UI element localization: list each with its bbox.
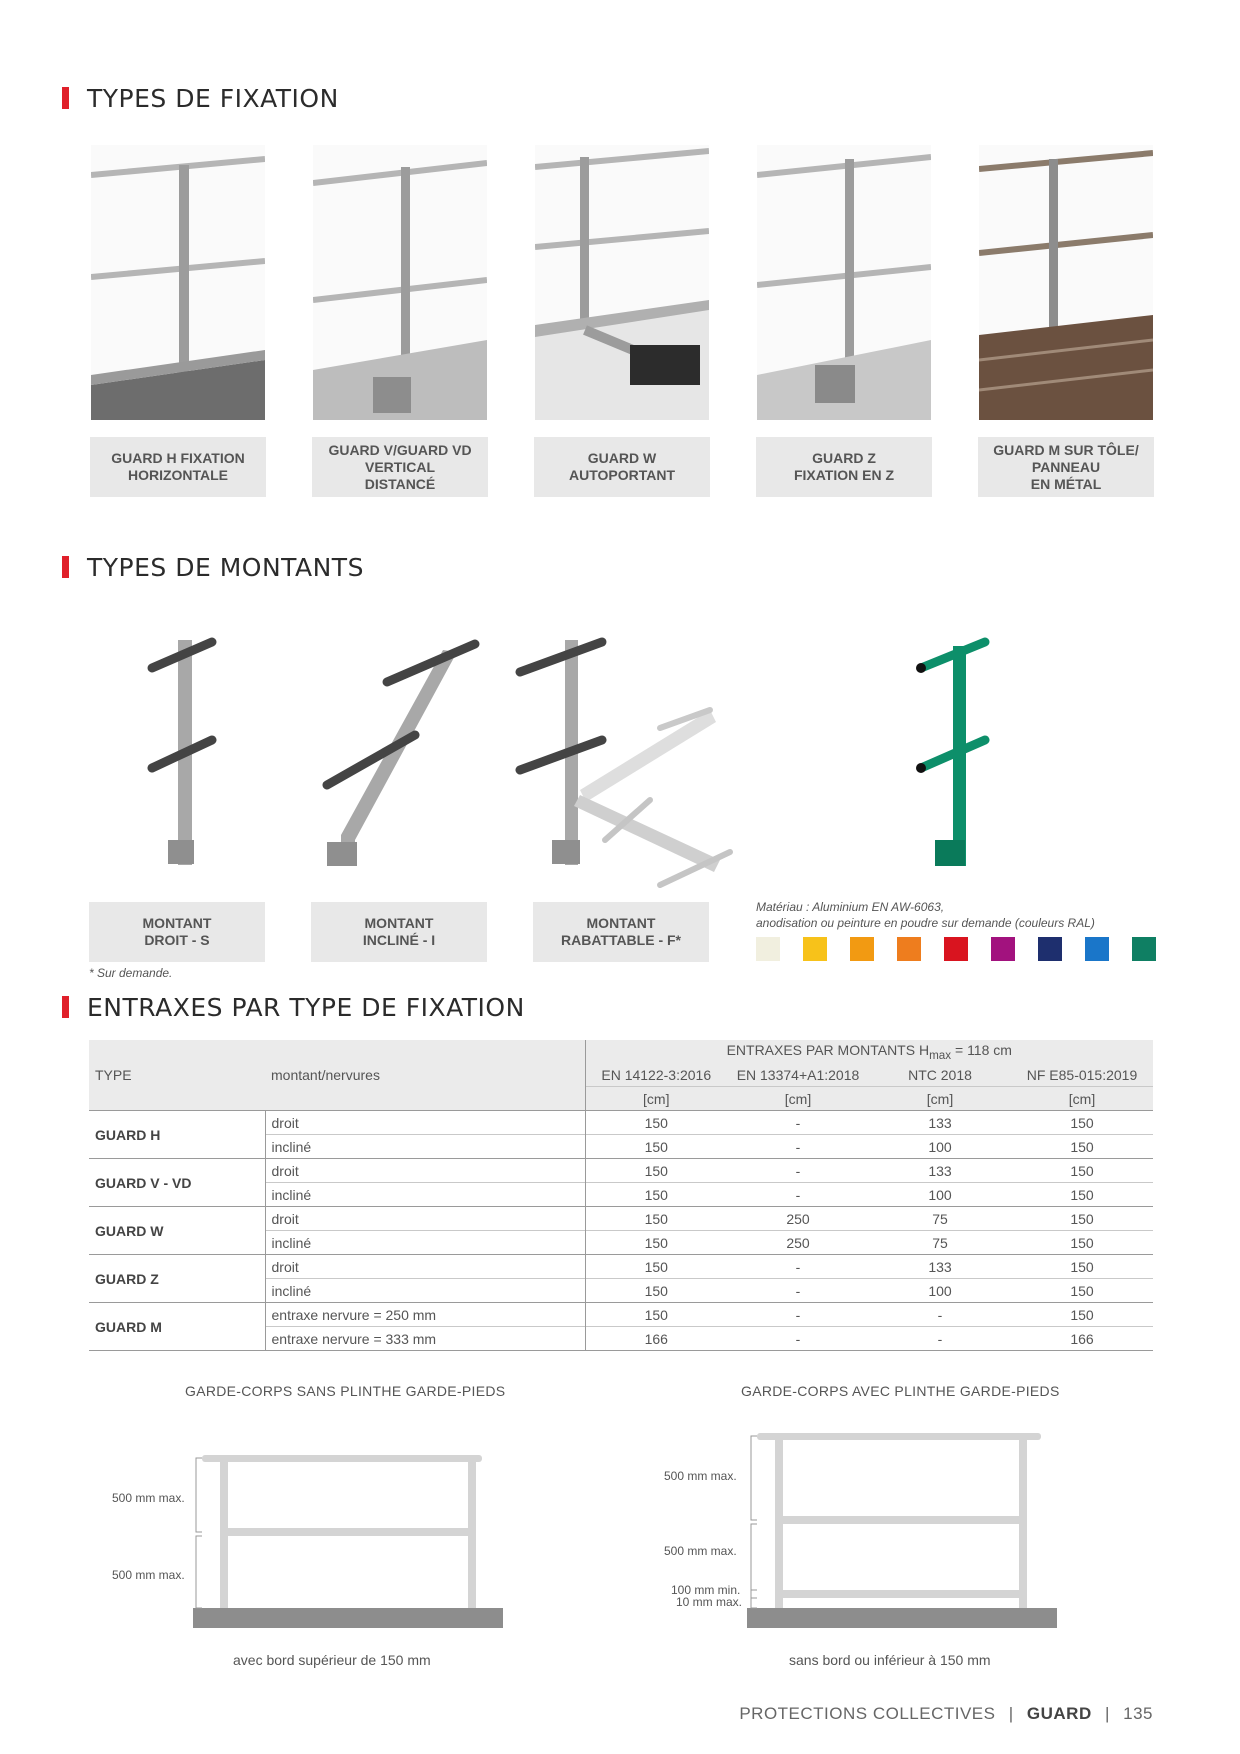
montant-label-incline [311,902,487,962]
row-value: 250 [727,1207,869,1231]
row-montant: incliné [265,1279,585,1303]
row-value: 75 [869,1207,1011,1231]
row-value: 100 [869,1279,1011,1303]
row-value: 133 [869,1111,1011,1135]
row-value: 75 [869,1231,1011,1255]
diagram-right-dim-1: 500 mm max. [664,1469,737,1483]
row-value: 150 [1011,1231,1153,1255]
footer-brand: GUARD [1026,1704,1092,1723]
sur-demande-note: * Sur demande. [89,966,173,980]
row-value: - [727,1255,869,1279]
title-accent-bar [62,996,69,1018]
ral-color-swatch [991,937,1015,961]
section-title-fixation [62,84,339,113]
row-value: - [869,1327,1011,1351]
table-header-row [89,1087,1153,1111]
montant-label-text: MONTANT RABATTABLE - F* [560,915,682,948]
fixation-label-text: GUARD H FIXATION HORIZONTALE [111,450,245,483]
diagram-right-dim-2: 500 mm max. [664,1544,737,1558]
row-value: 150 [1011,1135,1153,1159]
row-montant: droit [265,1159,585,1183]
montant-droit-illustration [140,630,240,880]
diagram-left-drawing [190,1450,510,1630]
row-value: 100 [869,1135,1011,1159]
ral-color-swatch [1132,937,1156,961]
photo-guard-z [757,145,931,420]
row-montant: entraxe nervure = 250 mm [265,1303,585,1327]
table-row [89,1255,1153,1279]
unit-label: [cm] [1011,1087,1153,1111]
materiau-line-1: Matériau : Aluminium EN AW-6063, [756,900,945,914]
fixation-label-guard-w [534,437,710,497]
footer-page-number: 135 [1123,1704,1153,1723]
diagram-left-dim-1: 500 mm max. [112,1491,185,1505]
row-montant: droit [265,1255,585,1279]
row-value: 150 [1011,1255,1153,1279]
diagram-left-dim-2: 500 mm max. [112,1568,185,1582]
montant-label-droit [89,902,265,962]
ral-color-swatch [897,937,921,961]
montant-label-text: MONTANT INCLINÉ - I [362,915,436,948]
col-standard-header: NTC 2018 [869,1063,1011,1087]
row-type: GUARD W [89,1207,265,1255]
col-standard-header: EN 13374+A1:2018 [727,1063,869,1087]
montant-label-text: MONTANT DROIT - S [142,915,212,948]
table-row [89,1303,1153,1327]
row-value: 150 [1011,1303,1153,1327]
fixation-label-guard-z [756,437,932,497]
diagram-left-caption: avec bord supérieur de 150 mm [233,1652,431,1668]
row-value: - [727,1327,869,1351]
diagram-left-title: GARDE-CORPS SANS PLINTHE GARDE-PIEDS [185,1383,506,1399]
col-standard-header: NF E85-015:2019 [1011,1063,1153,1087]
row-value: 150 [1011,1279,1153,1303]
row-value: 133 [869,1255,1011,1279]
row-type: GUARD M [89,1303,265,1351]
row-value: 150 [585,1183,727,1207]
row-value: 166 [585,1327,727,1351]
row-value: 150 [585,1255,727,1279]
page-footer [739,1704,1153,1724]
footer-separator: | [1008,1704,1014,1723]
fixation-label-text: GUARD V/GUARD VD VERTICAL DISTANCÉ [328,441,472,492]
ral-color-swatch [1085,937,1109,961]
title-accent-bar [62,87,69,109]
materiau-line-2: anodisation ou peinture en poudre sur demande (couleurs RAL) [756,916,1095,930]
row-value: 133 [869,1159,1011,1183]
col-type-header: TYPE [89,1063,265,1087]
row-value: 150 [585,1159,727,1183]
row-montant: incliné [265,1231,585,1255]
row-value: - [727,1183,869,1207]
table-header-row [89,1063,1153,1087]
section-title-montants [62,553,364,582]
section-title-entraxes [62,993,525,1022]
row-value: - [727,1279,869,1303]
fixation-label-text: GUARD Z FIXATION EN Z [793,450,895,483]
photo-guard-h [91,145,265,420]
row-value: 150 [585,1135,727,1159]
diagram-right-drawing [745,1430,1065,1630]
montant-label-rabattable [533,902,709,962]
row-value: 150 [585,1207,727,1231]
row-montant: droit [265,1111,585,1135]
group-header: ENTRAXES PAR MONTANTS $H_{max} = 118$ cm [585,1040,1153,1063]
row-value: 250 [727,1231,869,1255]
table-row [89,1111,1153,1135]
row-type: GUARD H [89,1111,265,1159]
unit-label: [cm] [727,1087,869,1111]
row-value: 150 [585,1231,727,1255]
diagram-right-dim-3: 100 mm min. [671,1583,741,1597]
row-value: - [727,1135,869,1159]
fixation-label-guard-m [978,437,1154,497]
fixation-label-guard-v [312,437,488,497]
table-header-row [89,1040,1153,1063]
ral-color-swatch [1038,937,1062,961]
row-montant: droit [265,1207,585,1231]
row-value: 150 [1011,1183,1153,1207]
ral-color-swatch [850,937,874,961]
entraxes-table [89,1040,1153,1351]
row-type: GUARD Z [89,1255,265,1303]
table-row [89,1159,1153,1183]
section-title-text: ENTRAXES PAR TYPE DE FIXATION [87,993,525,1022]
montant-incline-illustration [315,630,485,880]
diagram-right-dim-4: 10 mm max. [676,1595,743,1609]
row-value: 150 [585,1279,727,1303]
photo-guard-v [313,145,487,420]
row-value: 100 [869,1183,1011,1207]
footer-separator: | [1104,1704,1110,1723]
section-title-text: TYPES DE MONTANTS [87,553,364,582]
row-value: 150 [1011,1207,1153,1231]
row-value: - [869,1303,1011,1327]
row-value: 150 [1011,1111,1153,1135]
row-value: - [727,1159,869,1183]
col-montant-header: montant/nervures [265,1063,585,1087]
montant-colored-illustration [905,628,1015,878]
ral-color-swatch [803,937,827,961]
montant-rabattable-illustration [510,630,750,890]
ral-color-swatch [756,937,780,961]
title-accent-bar [62,556,69,578]
photo-guard-m [979,145,1153,420]
row-montant: incliné [265,1135,585,1159]
footer-section: PROTECTIONS COLLECTIVES [739,1704,996,1723]
unit-label: [cm] [585,1087,727,1111]
photo-guard-w [535,145,709,420]
unit-label: [cm] [869,1087,1011,1111]
fixation-label-text: GUARD M SUR TÔLE/ PANNEAU EN MÉTAL [993,441,1139,492]
row-montant: entraxe nervure = 333 mm [265,1327,585,1351]
row-type: GUARD V - VD [89,1159,265,1207]
col-standard-header: EN 14122-3:2016 [585,1063,727,1087]
row-value: 150 [585,1303,727,1327]
row-value: 150 [585,1111,727,1135]
fixation-label-text: GUARD W AUTOPORTANT [568,450,676,483]
diagram-right-caption: sans bord ou inférieur à 150 mm [789,1652,991,1668]
row-value: 166 [1011,1327,1153,1351]
materiau-note [756,899,1095,931]
row-value: - [727,1111,869,1135]
table-row [89,1207,1153,1231]
section-title-text: TYPES DE FIXATION [87,84,339,113]
row-value: 150 [1011,1159,1153,1183]
fixation-label-guard-h [90,437,266,497]
table-bottom-rule [89,1351,1153,1352]
row-value: - [727,1303,869,1327]
diagram-right-title: GARDE-CORPS AVEC PLINTHE GARDE-PIEDS [741,1383,1060,1399]
row-montant: incliné [265,1183,585,1207]
ral-color-swatch [944,937,968,961]
